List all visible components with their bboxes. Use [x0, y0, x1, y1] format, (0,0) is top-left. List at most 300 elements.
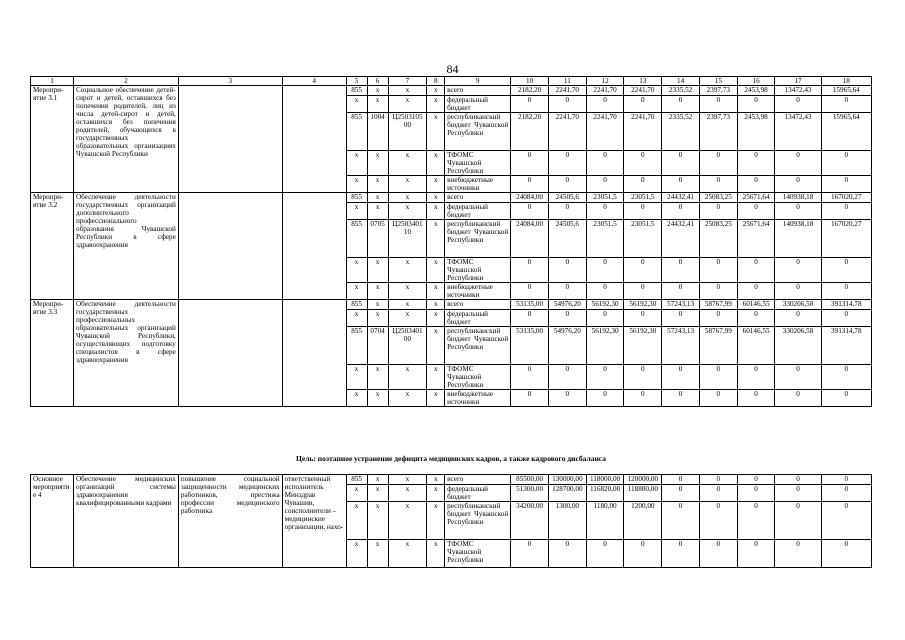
expense-type-code: x — [427, 258, 445, 283]
page-number: 84 — [446, 62, 459, 76]
amount-cell: 0 — [737, 502, 775, 540]
column-number: 6 — [367, 77, 388, 86]
amount-cell: 0 — [737, 176, 775, 193]
amount-cell: 0 — [775, 365, 821, 390]
activity-goal: повышение социальной защищенности медицинских работников, престижа профессии медицинского работника — [178, 475, 282, 568]
table-row — [31, 86, 872, 96]
amount-cell: 0 — [548, 151, 586, 176]
budget-table-bottom — [30, 474, 872, 568]
amount-cell: 56192,30 — [586, 327, 624, 365]
amount-cell: 0 — [699, 310, 737, 327]
grbs-code: x — [346, 258, 367, 283]
amount-cell: 0 — [624, 365, 662, 390]
expense-type-code: x — [427, 96, 445, 113]
amount-cell: 330206,58 — [775, 300, 821, 310]
target-article-code: x — [388, 502, 427, 540]
funding-source: федеральный бюджет — [445, 310, 511, 327]
expense-type-code: x — [427, 203, 445, 220]
amount-cell: 15965,64 — [821, 113, 871, 151]
column-number: 7 — [388, 77, 427, 86]
amount-cell: 0 — [624, 176, 662, 193]
expense-type-code: x — [427, 390, 445, 407]
amount-cell: 0 — [821, 203, 871, 220]
funding-source: ТФОМС Чувашской Республики — [445, 365, 511, 390]
amount-cell: 2241,70 — [548, 86, 586, 96]
column-number: 10 — [511, 77, 549, 86]
amount-cell: 0 — [586, 365, 624, 390]
amount-cell: 0 — [624, 96, 662, 113]
amount-cell: 24505,6 — [548, 220, 586, 258]
amount-cell: 51300,00 — [511, 485, 549, 502]
budget-table-top — [30, 76, 872, 407]
amount-cell: 0 — [548, 283, 586, 300]
expense-type-code: x — [427, 176, 445, 193]
amount-cell: 1180,00 — [586, 502, 624, 540]
amount-cell: 0 — [775, 540, 821, 568]
amount-cell: 0 — [775, 151, 821, 176]
funding-source: ТФОМС Чувашской Республики — [445, 258, 511, 283]
amount-cell: 60146,55 — [737, 327, 775, 365]
amount-cell: 0 — [775, 310, 821, 327]
amount-cell: 0 — [775, 475, 821, 485]
expense-type-code: x — [427, 151, 445, 176]
funding-source: всего — [445, 300, 511, 310]
grbs-code: x — [346, 96, 367, 113]
amount-cell: 0 — [662, 96, 700, 113]
grbs-code: x — [346, 365, 367, 390]
amount-cell: 2453,98 — [737, 86, 775, 96]
amount-cell: 0 — [586, 176, 624, 193]
amount-cell: 24432,41 — [662, 220, 700, 258]
funding-source: федеральный бюджет — [445, 203, 511, 220]
expense-type-code: x — [427, 502, 445, 540]
funding-source: ТФОМС Чувашской Республики — [445, 540, 511, 568]
amount-cell: 0 — [662, 258, 700, 283]
amount-cell: 2397,73 — [699, 86, 737, 96]
amount-cell: 0 — [624, 283, 662, 300]
amount-cell: 57243,13 — [662, 327, 700, 365]
amount-cell: 0 — [737, 258, 775, 283]
amount-cell: 13472,43 — [775, 113, 821, 151]
section-code: 0705 — [367, 220, 388, 258]
amount-cell: 24084,00 — [511, 220, 549, 258]
activity-description: Обеспечение деятельности государственных профессиональных образовательных организаций Чувашской Республики, осуществляющих подготовку специалистов в сфере здравоохранения — [73, 300, 178, 407]
amount-cell: 56192,30 — [624, 327, 662, 365]
amount-cell: 0 — [511, 390, 549, 407]
column-number: 4 — [282, 77, 346, 86]
activity-description: Обеспечение медицинских организаций системы здравоохранения квалифицированными кадрами — [73, 475, 178, 568]
grbs-code: x — [346, 310, 367, 327]
amount-cell: 0 — [662, 390, 700, 407]
amount-cell: 34200,00 — [511, 502, 549, 540]
amount-cell: 0 — [511, 176, 549, 193]
funding-source: республиканский бюджет Чувашской Республики — [445, 113, 511, 151]
amount-cell: 2241,70 — [586, 86, 624, 96]
column-number: 2 — [73, 77, 178, 86]
funding-source: внебюджетные источники — [445, 390, 511, 407]
amount-cell: 24432,41 — [662, 193, 700, 203]
amount-cell: 0 — [775, 176, 821, 193]
funding-source: федеральный бюджет — [445, 96, 511, 113]
grbs-code: x — [346, 502, 367, 540]
amount-cell: 0 — [699, 485, 737, 502]
funding-source: внебюджетные источники — [445, 176, 511, 193]
amount-cell: 1300,00 — [548, 502, 586, 540]
target-article-code: x — [388, 176, 427, 193]
amount-cell: 130000,00 — [548, 475, 586, 485]
amount-cell: 0 — [586, 258, 624, 283]
amount-cell: 54976,20 — [548, 300, 586, 310]
amount-cell: 2241,70 — [624, 86, 662, 96]
amount-cell: 0 — [821, 540, 871, 568]
amount-cell: 0 — [775, 258, 821, 283]
amount-cell: 0 — [586, 283, 624, 300]
amount-cell: 0 — [548, 310, 586, 327]
grbs-code: x — [346, 176, 367, 193]
section-code: x — [367, 540, 388, 568]
amount-cell: 128700,00 — [548, 485, 586, 502]
expense-type-code: x — [427, 193, 445, 203]
amount-cell: 0 — [699, 283, 737, 300]
amount-cell: 56192,30 — [624, 300, 662, 310]
section-code: x — [367, 86, 388, 96]
amount-cell: 0 — [821, 475, 871, 485]
target-article-code: Ц2503401 00 — [388, 327, 427, 365]
amount-cell: 0 — [511, 540, 549, 568]
amount-cell: 120000,00 — [624, 475, 662, 485]
activity-description: Социальное обеспечение детей-сирот и детей, оставшихся без попечения родителей, лиц из числа детей-сирот и детей, оставшихся без попечения родителей, обучающихся в государственных образовательных организациях Чувашской Республики — [73, 86, 178, 193]
target-article-code: x — [388, 96, 427, 113]
expense-type-code: x — [427, 310, 445, 327]
amount-cell: 0 — [586, 151, 624, 176]
column-number: 5 — [346, 77, 367, 86]
amount-cell: 0 — [737, 283, 775, 300]
section-code: x — [367, 300, 388, 310]
amount-cell: 140938,18 — [775, 220, 821, 258]
amount-cell: 0 — [699, 390, 737, 407]
section-code: x — [367, 258, 388, 283]
amount-cell: 0 — [511, 96, 549, 113]
activity-name: Основное мероприятие 4 — [31, 475, 74, 568]
section-code: 1004 — [367, 113, 388, 151]
amount-cell: 0 — [624, 310, 662, 327]
amount-cell: 0 — [511, 310, 549, 327]
expense-type-code: x — [427, 220, 445, 258]
grbs-code: 855 — [346, 475, 367, 485]
amount-cell: 0 — [662, 485, 700, 502]
amount-cell: 0 — [821, 485, 871, 502]
funding-source: ТФОМС Чувашской Республики — [445, 151, 511, 176]
amount-cell: 0 — [662, 283, 700, 300]
activity-name: Меропри-ятие 3.1 — [31, 86, 74, 193]
section-code: x — [367, 193, 388, 203]
target-article-code: x — [388, 258, 427, 283]
amount-cell: 0 — [586, 96, 624, 113]
target-article-code: x — [388, 365, 427, 390]
amount-cell: 58767,99 — [699, 300, 737, 310]
amount-cell: 0 — [624, 151, 662, 176]
amount-cell: 0 — [775, 502, 821, 540]
empty-cell — [178, 193, 282, 300]
amount-cell: 0 — [699, 475, 737, 485]
funding-source: федеральный бюджет — [445, 485, 511, 502]
activity-name: Меропри-ятие 3.3 — [31, 300, 74, 407]
amount-cell: 140938,18 — [775, 193, 821, 203]
amount-cell: 0 — [699, 203, 737, 220]
expense-type-code: x — [427, 283, 445, 300]
funding-source: республиканский бюджет Чувашской Республики — [445, 327, 511, 365]
amount-cell: 0 — [662, 502, 700, 540]
funding-source: всего — [445, 475, 511, 485]
grbs-code: 855 — [346, 86, 367, 96]
amount-cell: 1200,00 — [624, 502, 662, 540]
amount-cell: 0 — [624, 203, 662, 220]
section-code: x — [367, 283, 388, 300]
amount-cell: 2182,20 — [511, 86, 549, 96]
amount-cell: 56192,30 — [586, 300, 624, 310]
section-code: x — [367, 475, 388, 485]
amount-cell: 2182,20 — [511, 113, 549, 151]
amount-cell: 60146,55 — [737, 300, 775, 310]
amount-cell: 0 — [511, 283, 549, 300]
funding-source: всего — [445, 193, 511, 203]
amount-cell: 0 — [548, 203, 586, 220]
grbs-code: x — [346, 540, 367, 568]
column-number: 12 — [586, 77, 624, 86]
amount-cell: 0 — [586, 390, 624, 407]
amount-cell: 0 — [511, 203, 549, 220]
amount-cell: 0 — [775, 96, 821, 113]
column-number: 13 — [624, 77, 662, 86]
section-code: x — [367, 203, 388, 220]
target-article-code: x — [388, 86, 427, 96]
amount-cell: 23051,5 — [586, 220, 624, 258]
amount-cell: 0 — [624, 390, 662, 407]
column-number-row — [31, 77, 872, 86]
amount-cell: 25083,25 — [699, 220, 737, 258]
expense-type-code: x — [427, 365, 445, 390]
amount-cell: 0 — [586, 203, 624, 220]
amount-cell: 330206,58 — [775, 327, 821, 365]
amount-cell: 0 — [548, 390, 586, 407]
target-article-code: x — [388, 203, 427, 220]
amount-cell: 0 — [737, 365, 775, 390]
section-code: x — [367, 502, 388, 540]
amount-cell: 2241,70 — [624, 113, 662, 151]
amount-cell: 2397,73 — [699, 113, 737, 151]
amount-cell: 54976,20 — [548, 327, 586, 365]
column-number: 9 — [445, 77, 511, 86]
amount-cell: 25671,64 — [737, 220, 775, 258]
amount-cell: 0 — [737, 203, 775, 220]
activity-description: Обеспечение деятельности государственных организаций дополнительного профессионального образования Чувашской Республики в сфере здравоохранения — [73, 193, 178, 300]
amount-cell: 118000,00 — [586, 475, 624, 485]
amount-cell: 0 — [662, 365, 700, 390]
amount-cell: 0 — [775, 390, 821, 407]
amount-cell: 0 — [511, 258, 549, 283]
empty-cell — [282, 300, 346, 407]
column-number: 1 — [31, 77, 74, 86]
expense-type-code: x — [427, 113, 445, 151]
amount-cell: 0 — [624, 540, 662, 568]
amount-cell: 0 — [821, 96, 871, 113]
empty-cell — [178, 86, 282, 193]
amount-cell: 0 — [821, 365, 871, 390]
amount-cell: 0 — [662, 540, 700, 568]
amount-cell: 0 — [699, 96, 737, 113]
amount-cell: 0 — [737, 390, 775, 407]
grbs-code: x — [346, 390, 367, 407]
amount-cell: 0 — [548, 96, 586, 113]
amount-cell: 0 — [737, 485, 775, 502]
column-number: 18 — [821, 77, 871, 86]
amount-cell: 0 — [699, 258, 737, 283]
amount-cell: 0 — [548, 540, 586, 568]
expense-type-code: x — [427, 86, 445, 96]
target-article-code: x — [388, 485, 427, 502]
amount-cell: 23051,5 — [586, 193, 624, 203]
empty-cell — [282, 86, 346, 193]
amount-cell: 0 — [821, 151, 871, 176]
amount-cell: 0 — [548, 258, 586, 283]
amount-cell: 167020,27 — [821, 220, 871, 258]
grbs-code: 855 — [346, 300, 367, 310]
amount-cell: 118800,00 — [624, 485, 662, 502]
empty-cell — [282, 193, 346, 300]
empty-cell — [178, 300, 282, 407]
target-article-code: x — [388, 151, 427, 176]
target-article-code: x — [388, 300, 427, 310]
amount-cell: 23051,5 — [624, 193, 662, 203]
grbs-code: x — [346, 203, 367, 220]
grbs-code: 855 — [346, 193, 367, 203]
amount-cell: 391314,78 — [821, 327, 871, 365]
expense-type-code: x — [427, 540, 445, 568]
amount-cell: 24084,00 — [511, 193, 549, 203]
amount-cell: 0 — [699, 365, 737, 390]
amount-cell: 0 — [548, 365, 586, 390]
amount-cell: 0 — [662, 203, 700, 220]
target-article-code: x — [388, 310, 427, 327]
amount-cell: 0 — [737, 310, 775, 327]
amount-cell: 0 — [662, 310, 700, 327]
amount-cell: 391314,78 — [821, 300, 871, 310]
grbs-code: 855 — [346, 113, 367, 151]
section-code: x — [367, 390, 388, 407]
section-code: 0704 — [367, 327, 388, 365]
column-number: 14 — [662, 77, 700, 86]
section-code: x — [367, 151, 388, 176]
amount-cell: 116820,00 — [586, 485, 624, 502]
target-article-code: x — [388, 283, 427, 300]
section-code: x — [367, 96, 388, 113]
amount-cell: 0 — [821, 502, 871, 540]
target-article-code: x — [388, 475, 427, 485]
amount-cell: 0 — [699, 151, 737, 176]
amount-cell: 0 — [775, 203, 821, 220]
table-row — [31, 193, 872, 203]
section-code: x — [367, 176, 388, 193]
column-number: 3 — [178, 77, 282, 86]
amount-cell: 2241,70 — [548, 113, 586, 151]
amount-cell: 58767,99 — [699, 327, 737, 365]
amount-cell: 0 — [821, 176, 871, 193]
amount-cell: 0 — [511, 151, 549, 176]
amount-cell: 0 — [548, 176, 586, 193]
amount-cell: 25671,64 — [737, 193, 775, 203]
amount-cell: 0 — [586, 540, 624, 568]
funding-source: республиканский бюджет Чувашской Республики — [445, 502, 511, 540]
grbs-code: x — [346, 283, 367, 300]
grbs-code: x — [346, 485, 367, 502]
target-article-code: Ц2503401 10 — [388, 220, 427, 258]
expense-type-code: x — [427, 475, 445, 485]
amount-cell: 15965,64 — [821, 86, 871, 96]
amount-cell: 0 — [662, 475, 700, 485]
section-code: x — [367, 485, 388, 502]
amount-cell: 2241,70 — [586, 113, 624, 151]
amount-cell: 0 — [662, 176, 700, 193]
activity-name: Меропри-ятие 3.2 — [31, 193, 74, 300]
amount-cell: 0 — [821, 283, 871, 300]
funding-source: всего — [445, 86, 511, 96]
amount-cell: 2335,52 — [662, 86, 700, 96]
amount-cell: 167020,27 — [821, 193, 871, 203]
grbs-code: x — [346, 151, 367, 176]
target-article-code: x — [388, 193, 427, 203]
funding-source: республиканский бюджет Чувашской Республики — [445, 220, 511, 258]
amount-cell: 85500,00 — [511, 475, 549, 485]
amount-cell: 53135,00 — [511, 327, 549, 365]
amount-cell: 0 — [737, 540, 775, 568]
target-article-code: Ц2503105 00 — [388, 113, 427, 151]
amount-cell: 0 — [775, 283, 821, 300]
amount-cell: 25083,25 — [699, 193, 737, 203]
amount-cell: 2335,52 — [662, 113, 700, 151]
section-code: x — [367, 310, 388, 327]
grbs-code: 855 — [346, 327, 367, 365]
amount-cell: 0 — [662, 151, 700, 176]
amount-cell: 53135,00 — [511, 300, 549, 310]
target-article-code: x — [388, 390, 427, 407]
amount-cell: 2453,98 — [737, 113, 775, 151]
grbs-code: 855 — [346, 220, 367, 258]
table-row — [31, 475, 872, 485]
funding-source: внебюджетные источники — [445, 283, 511, 300]
expense-type-code: x — [427, 327, 445, 365]
amount-cell: 24505,6 — [548, 193, 586, 203]
target-article-code: x — [388, 540, 427, 568]
activity-executor: ответственный исполнитель Минздрав Чувашии, соисполнители – медицинские организации, нахо- — [282, 475, 346, 568]
amount-cell: 13472,43 — [775, 86, 821, 96]
amount-cell: 0 — [737, 96, 775, 113]
amount-cell: 0 — [737, 475, 775, 485]
amount-cell: 0 — [586, 310, 624, 327]
amount-cell: 0 — [699, 540, 737, 568]
amount-cell: 57243,13 — [662, 300, 700, 310]
expense-type-code: x — [427, 485, 445, 502]
amount-cell: 0 — [821, 310, 871, 327]
column-number: 8 — [427, 77, 445, 86]
expense-type-code: x — [427, 300, 445, 310]
section-code: x — [367, 365, 388, 390]
amount-cell: 0 — [775, 485, 821, 502]
amount-cell: 0 — [821, 390, 871, 407]
amount-cell: 0 — [699, 502, 737, 540]
amount-cell: 0 — [737, 151, 775, 176]
column-number: 15 — [699, 77, 737, 86]
column-number: 11 — [548, 77, 586, 86]
